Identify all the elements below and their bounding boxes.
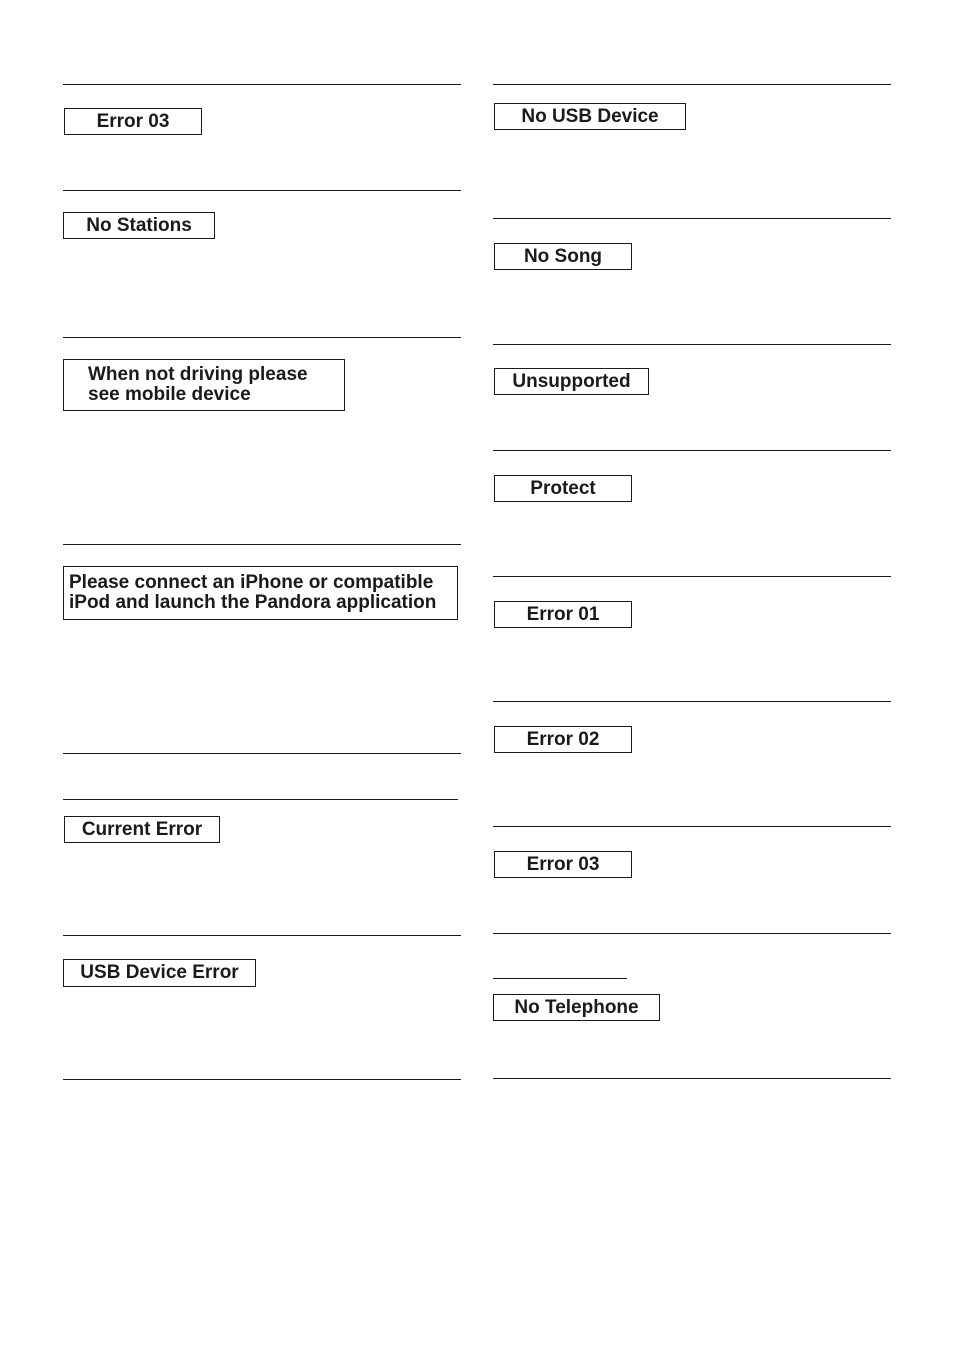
section-divider — [493, 1078, 891, 1079]
section-divider — [63, 1079, 461, 1080]
section-divider — [63, 935, 461, 936]
message-text: Unsupported — [512, 370, 631, 392]
message-text: Error 03 — [96, 110, 170, 132]
section-divider — [63, 544, 461, 545]
message-text: No USB Device — [521, 105, 659, 127]
message-text: Error 03 — [526, 853, 600, 875]
message-box-no-usb-device — [494, 103, 686, 130]
message-text: Error 01 — [526, 603, 600, 625]
message-box-unsupported — [494, 368, 649, 395]
message-box-protect — [494, 475, 632, 502]
message-box-current-error — [64, 816, 220, 843]
message-box-no-song — [494, 243, 632, 270]
message-text: Current Error — [81, 818, 203, 840]
message-text-line-2: see mobile device — [88, 384, 251, 405]
section-divider — [493, 933, 891, 934]
message-text: Protect — [530, 477, 596, 499]
message-box-no-stations — [63, 212, 215, 239]
section-divider — [493, 701, 891, 702]
message-box-error-02 — [494, 726, 632, 753]
message-text: No Song — [523, 245, 603, 267]
message-box-error-03 — [494, 851, 632, 878]
message-box-please-connect — [63, 566, 458, 620]
section-divider — [63, 337, 461, 338]
section-divider — [493, 84, 891, 85]
section-divider — [493, 218, 891, 219]
message-box-usb-device-error — [63, 959, 256, 987]
message-box-error-03 — [64, 108, 202, 135]
section-divider — [63, 753, 461, 754]
section-divider — [493, 826, 891, 827]
section-divider — [63, 190, 461, 191]
message-box-error-01 — [494, 601, 632, 628]
message-box-no-telephone — [493, 994, 660, 1021]
section-divider — [493, 450, 891, 451]
message-text: No Stations — [86, 214, 192, 236]
message-text: Error 02 — [526, 728, 600, 750]
message-text-line-1: When not driving please — [88, 364, 308, 385]
message-text-line-1: Please connect an iPhone or compatible — [69, 572, 434, 593]
section-divider — [493, 978, 627, 979]
message-box-when-not-driving — [63, 359, 345, 411]
section-divider — [63, 84, 461, 85]
message-text-line-2: iPod and launch the Pandora application — [69, 592, 437, 613]
message-text: USB Device Error — [80, 962, 239, 983]
section-divider — [493, 344, 891, 345]
message-text: No Telephone — [514, 996, 639, 1018]
section-divider — [63, 799, 458, 800]
section-divider — [493, 576, 891, 577]
